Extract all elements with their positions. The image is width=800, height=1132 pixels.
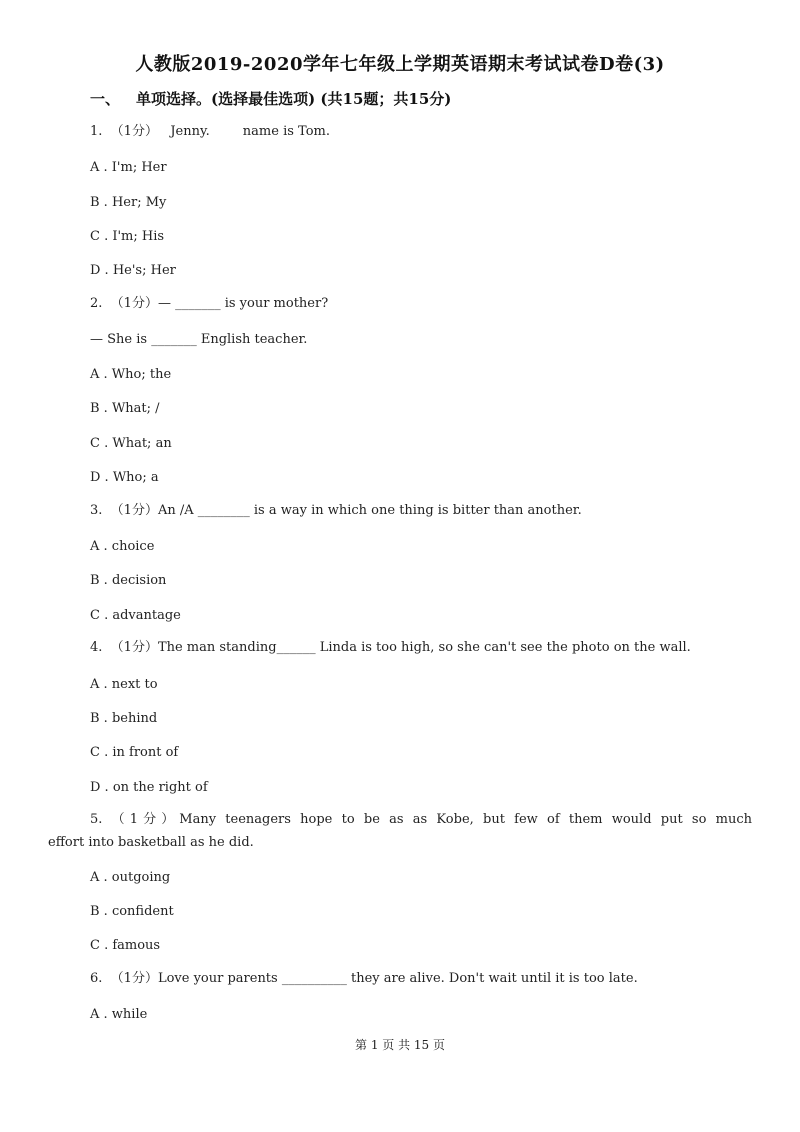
question-5-option-b[interactable]: B . confident: [90, 904, 174, 919]
question-5-stem: 5. （1分）Many teenagers hope to be as as Kobe, but few of them would put so much: [90, 812, 752, 827]
question-4-option-c[interactable]: C . in front of: [90, 745, 179, 760]
question-4-option-d[interactable]: D . on the right of: [90, 780, 208, 795]
question-6-stem: 6. （1分）Love your parents __________ they are alive. Don't wait until it is too late.: [90, 971, 638, 986]
question-3-option-b[interactable]: B . decision: [90, 573, 167, 588]
question-2-option-b[interactable]: B . What; /: [90, 401, 160, 416]
section-heading: [90, 88, 451, 109]
question-1-option-d[interactable]: D . He's; Her: [90, 263, 176, 278]
question-4-stem: 4. （1分）The man standing______ Linda is too high, so she can't see the photo on the wall.: [90, 640, 691, 655]
page-title: 人教版2019-2020学年七年级上学期英语期末考试试卷D卷(3): [135, 54, 665, 75]
question-2-stem: 2. （1分）— _______ is your mother?: [90, 296, 329, 311]
section-number: 一、: [90, 90, 121, 108]
question-3-stem: 3. （1分）An /A ________ is a way in which one thing is bitter than another.: [90, 503, 582, 518]
question-2-option-a[interactable]: A . Who; the: [90, 367, 172, 382]
question-3-option-c[interactable]: C . advantage: [90, 608, 181, 623]
section-label: 单项选择。(选择最佳选项) (共15题；共15分): [136, 90, 452, 108]
question-2-option-d[interactable]: D . Who; a: [90, 470, 159, 485]
question-6-option-a[interactable]: A . while: [90, 1007, 148, 1022]
question-2-stem-line2: — She is _______ English teacher.: [90, 332, 308, 347]
question-1-option-b[interactable]: B . Her; My: [90, 195, 167, 210]
page-footer: 第 1 页 共 15 页: [355, 1038, 445, 1052]
question-4-option-b[interactable]: B . behind: [90, 711, 158, 726]
question-1-option-c[interactable]: C . I'm; His: [90, 229, 165, 244]
question-5-option-a[interactable]: A . outgoing: [90, 870, 171, 885]
question-5-option-c[interactable]: C . famous: [90, 938, 161, 953]
question-1-option-a[interactable]: A . I'm; Her: [90, 160, 167, 175]
question-3-option-a[interactable]: A . choice: [90, 539, 155, 554]
question-2-option-c[interactable]: C . What; an: [90, 436, 172, 451]
question-1-stem: 1. （1分） Jenny. name is Tom.: [90, 124, 330, 139]
question-5-stem-continued: effort into basketball as he did.: [48, 835, 254, 850]
question-4-option-a[interactable]: A . next to: [90, 677, 158, 692]
